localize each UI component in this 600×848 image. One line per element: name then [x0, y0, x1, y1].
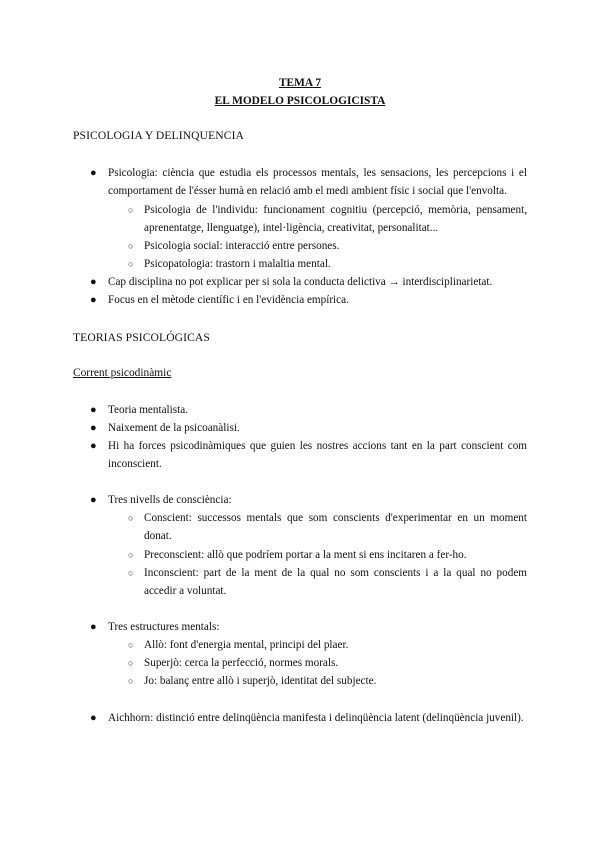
sub-bullet: ○: [128, 640, 134, 650]
sub-bullet: ○: [128, 676, 134, 686]
bullet: ●: [90, 422, 97, 434]
bullet: ●: [90, 276, 97, 288]
list-subitem: Psicologia de l'individu: funcionament cognitiu (percepció, memòria, pensament, aprenentatge, llenguatge), intel·ligència, creativitat, personalitat...: [144, 204, 527, 235]
list-item: Teoria mentalista.: [108, 404, 188, 416]
bullet: ●: [90, 494, 97, 506]
bullet: ●: [90, 167, 97, 179]
document-title: EL MODELO PSICOLOGICISTA: [214, 95, 386, 107]
section-heading-teorias: TEORIAS PSICOLÓGICAS: [73, 331, 210, 344]
list-item: Focus en el mètode científic i en l'evidència empírica.: [108, 294, 349, 306]
list-subitem: Psicologia social: interacció entre persones.: [144, 240, 340, 252]
bullet: ●: [90, 621, 97, 633]
sub-bullet: ○: [128, 259, 134, 269]
list-item: Aichhorn: distinció entre delinqüència manifesta i delinqüència latent (delinqüència juvenil).: [108, 712, 524, 724]
sub-bullet: ○: [128, 568, 134, 578]
bullet: ●: [90, 440, 97, 452]
subsection-heading: Corrent psicodinàmic: [73, 367, 172, 379]
list-item: Cap disciplina no pot explicar per si sola la conducta delictiva → interdisciplinarietat.: [108, 276, 493, 288]
list-item: Tres estructures mentals:: [108, 621, 220, 633]
sub-bullet: ○: [128, 241, 134, 251]
list-subitem: Preconscient: allò que podríem portar a la ment si ens incitaren a fer-ho.: [144, 549, 467, 561]
sub-bullet: ○: [128, 205, 134, 215]
list-item: Hi ha forces psicodinàmiques que guien les nostres accions tant en la part conscient com inconscient.: [108, 440, 527, 471]
section-heading-psicologia: PSICOLOGIA Y DELINQUENCIA: [73, 129, 245, 142]
list-item: Psicologia: ciència que estudia els processos mentals, les sensacions, les percepcions i el comportament de l'ésser humà en relació amb el medi ambient físic i social que l'envolta.: [108, 167, 527, 198]
list-subitem: Inconscient: part de la ment de la qual no som conscients i a la qual no podem accedir a voluntat.: [144, 567, 527, 598]
bullet: ●: [90, 294, 97, 306]
sub-bullet: ○: [128, 658, 134, 668]
list-subitem: Conscient: successos mentals que som conscients d'experimentar en un moment donat.: [144, 512, 527, 543]
list-subitem: Superjò: cerca la perfecció, normes morals.: [144, 657, 339, 669]
list-subitem: Allò: font d'energia mental, principi del plaer.: [144, 639, 349, 651]
bullet: ●: [90, 404, 97, 416]
list-item: Naixement de la psicoanàlisi.: [108, 422, 240, 434]
list-subitem: Jo: balanç entre allò i superjò, identitat del subjecte.: [144, 675, 377, 687]
document-title-number: TEMA 7: [278, 77, 322, 89]
sub-bullet: ○: [128, 550, 134, 560]
list-subitem: Psicopatologia: trastorn i malaltia mental.: [144, 258, 331, 270]
sub-bullet: ○: [128, 513, 134, 523]
bullet: ●: [90, 712, 97, 724]
list-item: Tres nivells de consciència:: [108, 494, 232, 506]
